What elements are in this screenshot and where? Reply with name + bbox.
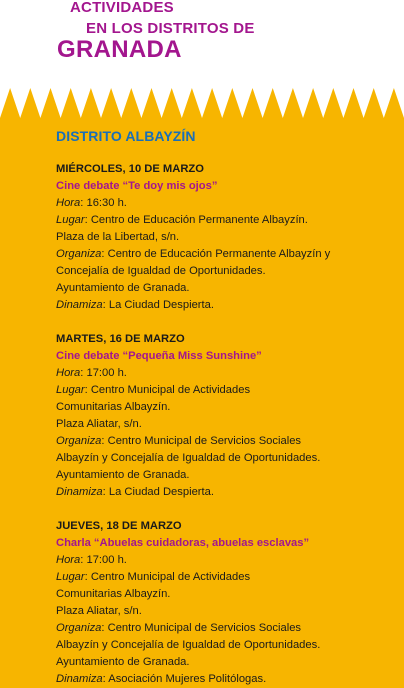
event-date: JUEVES, 18 DE MARZO [56, 520, 182, 532]
organizer-value: : Centro Municipal de Servicios Sociales [101, 435, 302, 447]
time-label: Hora [56, 197, 81, 209]
event-time [56, 195, 396, 212]
event-place-cont: Plaza de la Libertad, s/n. [56, 231, 180, 243]
event-organizer-cont: Ayuntamiento de Granada. [56, 656, 190, 668]
page-header [0, 0, 404, 100]
place-label: Lugar [56, 384, 85, 396]
facilitator-value: : La Ciudad Despierta. [102, 486, 214, 498]
event-place-cont: Plaza Aliatar, s/n. [56, 605, 142, 617]
place-label: Lugar [56, 214, 85, 226]
event-facilitator [56, 671, 396, 688]
event-title: Cine debate “Pequeña Miss Sunshine” [56, 350, 262, 362]
event-place [56, 382, 396, 399]
event-title: Charla “Abuelas cuidadoras, abuelas esclavas” [56, 537, 310, 549]
event-listing [56, 127, 396, 688]
event-place-cont: Comunitarias Albayzín. [56, 588, 171, 600]
event-organizer-cont: Ayuntamiento de Granada. [56, 469, 190, 481]
time-value: : 17:00 h. [80, 554, 127, 566]
event-item [56, 331, 396, 501]
event-item [56, 518, 396, 688]
organizer-value: : Centro de Educación Permanente Albayzín y [101, 248, 331, 260]
event-item [56, 161, 396, 314]
header-title-city: GRANADA [57, 36, 182, 63]
event-place-cont: Comunitarias Albayzín. [56, 401, 171, 413]
event-date: MARTES, 16 DE MARZO [56, 333, 185, 345]
event-date: MIÉRCOLES, 10 DE MARZO [56, 163, 204, 175]
facilitator-label: Dinamiza [56, 486, 103, 498]
event-facilitator [56, 297, 396, 314]
header-title-line-2: EN LOS DISTRITOS DE [86, 20, 255, 37]
event-place [56, 569, 396, 586]
place-label: Lugar [56, 571, 85, 583]
organizer-label: Organiza [56, 248, 102, 260]
facilitator-value: : Asociación Mujeres Politólogas. [102, 673, 267, 685]
event-organizer [56, 246, 396, 263]
time-value: : 17:00 h. [80, 367, 127, 379]
event-facilitator [56, 484, 396, 501]
event-place [56, 212, 396, 229]
event-organizer [56, 433, 396, 450]
event-organizer-cont: Ayuntamiento de Granada. [56, 282, 190, 294]
facilitator-label: Dinamiza [56, 299, 103, 311]
facilitator-value: : La Ciudad Despierta. [102, 299, 214, 311]
district-heading: DISTRITO ALBAYZÍN [56, 128, 196, 144]
organizer-label: Organiza [56, 622, 102, 634]
event-title: Cine debate “Te doy mis ojos” [56, 180, 218, 192]
facilitator-label: Dinamiza [56, 673, 103, 685]
event-organizer-cont: Albayzín y Concejalía de Igualdad de Oportunidades. [56, 639, 321, 651]
event-organizer [56, 620, 396, 637]
place-value: : Centro Municipal de Actividades [84, 571, 251, 583]
place-value: : Centro de Educación Permanente Albayzín. [84, 214, 308, 226]
event-organizer-cont: Albayzín y Concejalía de Igualdad de Oportunidades. [56, 452, 321, 464]
time-label: Hora [56, 554, 81, 566]
event-organizer-cont: Concejalía de Igualdad de Oportunidades. [56, 265, 266, 277]
event-time [56, 365, 396, 382]
time-value: : 16:30 h. [80, 197, 127, 209]
event-place-cont: Plaza Aliatar, s/n. [56, 418, 142, 430]
time-label: Hora [56, 367, 81, 379]
event-time [56, 552, 396, 569]
place-value: : Centro Municipal de Actividades [84, 384, 251, 396]
header-title-line-1: ACTIVIDADES [70, 0, 174, 16]
organizer-value: : Centro Municipal de Servicios Sociales [101, 622, 302, 634]
organizer-label: Organiza [56, 435, 102, 447]
